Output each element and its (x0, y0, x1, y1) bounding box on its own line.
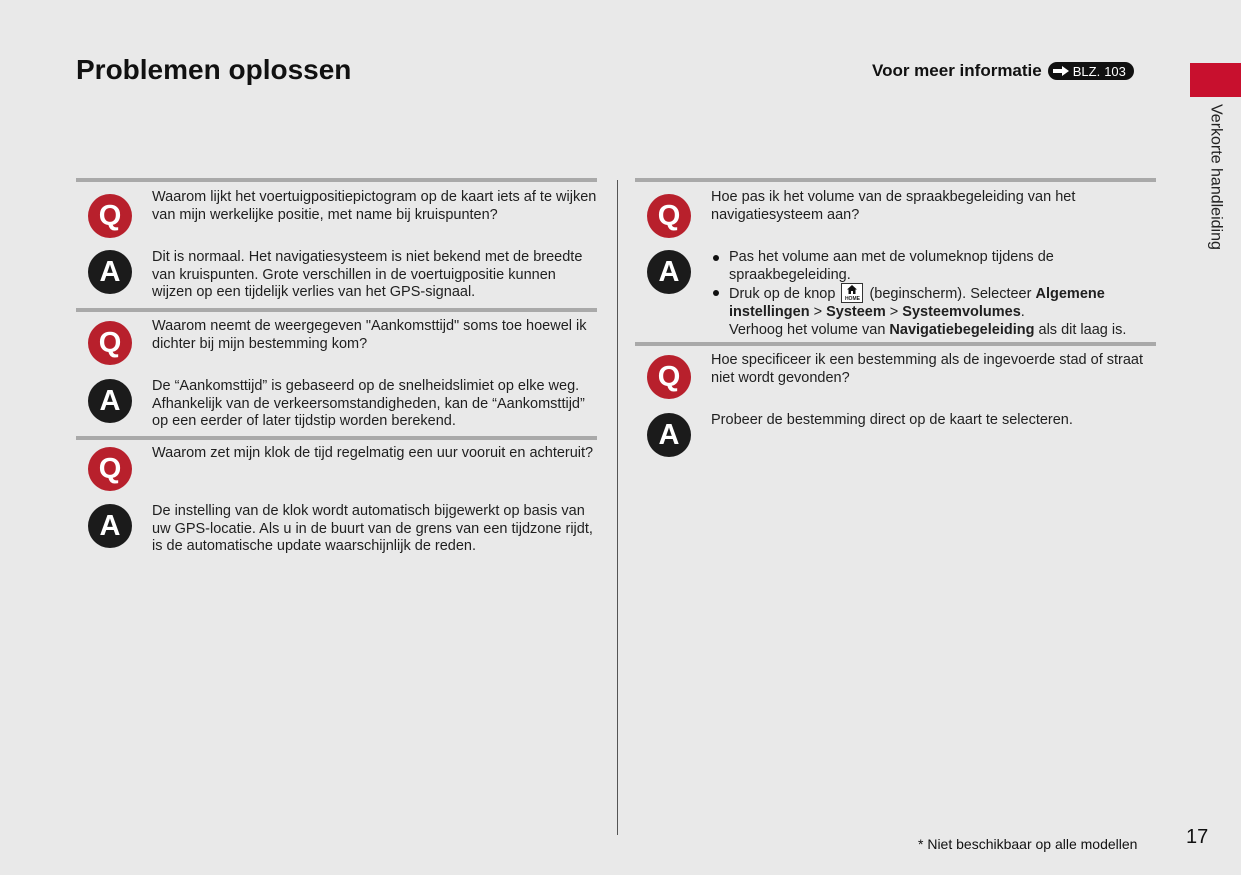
question-badge: Q (88, 321, 132, 365)
question-badge: Q (88, 194, 132, 238)
question-row (76, 312, 597, 374)
question-text: Waarom lijkt het voertuigpositiepictogram op de kaart iets af te wijken van mijn werkelijke positie, met name bij kruispunten? (152, 189, 597, 223)
answer-row (635, 408, 1156, 470)
faq-item (76, 436, 597, 566)
faq-right-column (635, 178, 1156, 470)
answer-text: Dit is normaal. Het navigatiesysteem is niet bekend met de breedte van kruispunten. Grote verschillen in de voertuigpositie kunnen wijzen op een tijdelijk verlies van het GPS-signaal. (152, 249, 583, 301)
ref-page: 103 (1104, 63, 1126, 79)
page-number: 17 (1186, 826, 1209, 848)
answer-row (635, 244, 1156, 342)
faq-item (76, 308, 597, 436)
footnote: * Niet beschikbaar op alle modellen (918, 836, 1138, 852)
question-badge: Q (88, 447, 132, 491)
page-title: Problemen oplossen (76, 54, 352, 85)
answer-row (76, 244, 597, 308)
home-button-icon: HOME (841, 283, 863, 303)
answer-bullet: Druk op de knop HOME (beginscherm). Selecteer Algemene instellingen > Systeem > Systeemvolumes. Verhoog het volume van Navigatiebegeleiding als dit laag is. (711, 284, 1156, 339)
question-row (76, 182, 597, 244)
more-info-reference (872, 61, 1134, 81)
arrow-right-icon (1052, 65, 1070, 77)
faq-item (635, 178, 1156, 342)
answer-text: De instelling van de klok wordt automatisch bijgewerkt op basis van uw GPS-locatie. Als u in de buurt van de grens van een tijdzone rijdt, is de automatische update waarschijnlijk de reden. (152, 503, 593, 555)
answer-badge: A (88, 504, 132, 548)
question-badge: Q (647, 194, 691, 238)
section-tab[interactable] (1190, 63, 1241, 97)
question-row (635, 182, 1156, 244)
faq-item (76, 178, 597, 308)
section-tab-label: Verkorte handleiding (1207, 104, 1225, 250)
faq-left-column (76, 178, 597, 566)
answer-badge: A (88, 250, 132, 294)
question-row (76, 440, 597, 502)
page-reference-link[interactable] (1048, 62, 1134, 80)
answer-badge: A (88, 379, 132, 423)
ref-prefix: BLZ. (1072, 63, 1101, 79)
question-text: Waarom neemt de weergegeven "Aankomsttijd" soms toe hoewel ik dichter bij mijn bestemming kom? (152, 318, 587, 352)
answer-text (711, 244, 1156, 339)
answer-badge: A (647, 413, 691, 457)
more-info-label: Voor meer informatie (872, 61, 1042, 80)
column-divider (617, 180, 618, 835)
question-row (635, 346, 1156, 408)
question-text: Hoe pas ik het volume van de spraakbegeleiding van het navigatiesysteem aan? (711, 189, 1076, 223)
faq-item (635, 342, 1156, 470)
question-text: Waarom zet mijn klok de tijd regelmatig een uur vooruit en achteruit? (152, 445, 594, 461)
answer-badge: A (647, 250, 691, 294)
answer-row (76, 502, 597, 566)
answer-bullet: Pas het volume aan met de volumeknop tijdens de spraakbegeleiding. (711, 249, 1156, 284)
answer-row (76, 374, 597, 436)
answer-text: De “Aankomsttijd” is gebaseerd op de snelheidslimiet op elke weg. Afhankelijk van de verkeersomstandigheden, kan de “Aankomsttijd” op een eerder of later tijdstip worden berekend. (152, 378, 585, 430)
question-text: Hoe specificeer ik een bestemming als de ingevoerde stad of straat niet wordt gevonden? (711, 352, 1144, 386)
answer-text: Probeer de bestemming direct op de kaart te selecteren. (711, 412, 1073, 428)
question-badge: Q (647, 355, 691, 399)
